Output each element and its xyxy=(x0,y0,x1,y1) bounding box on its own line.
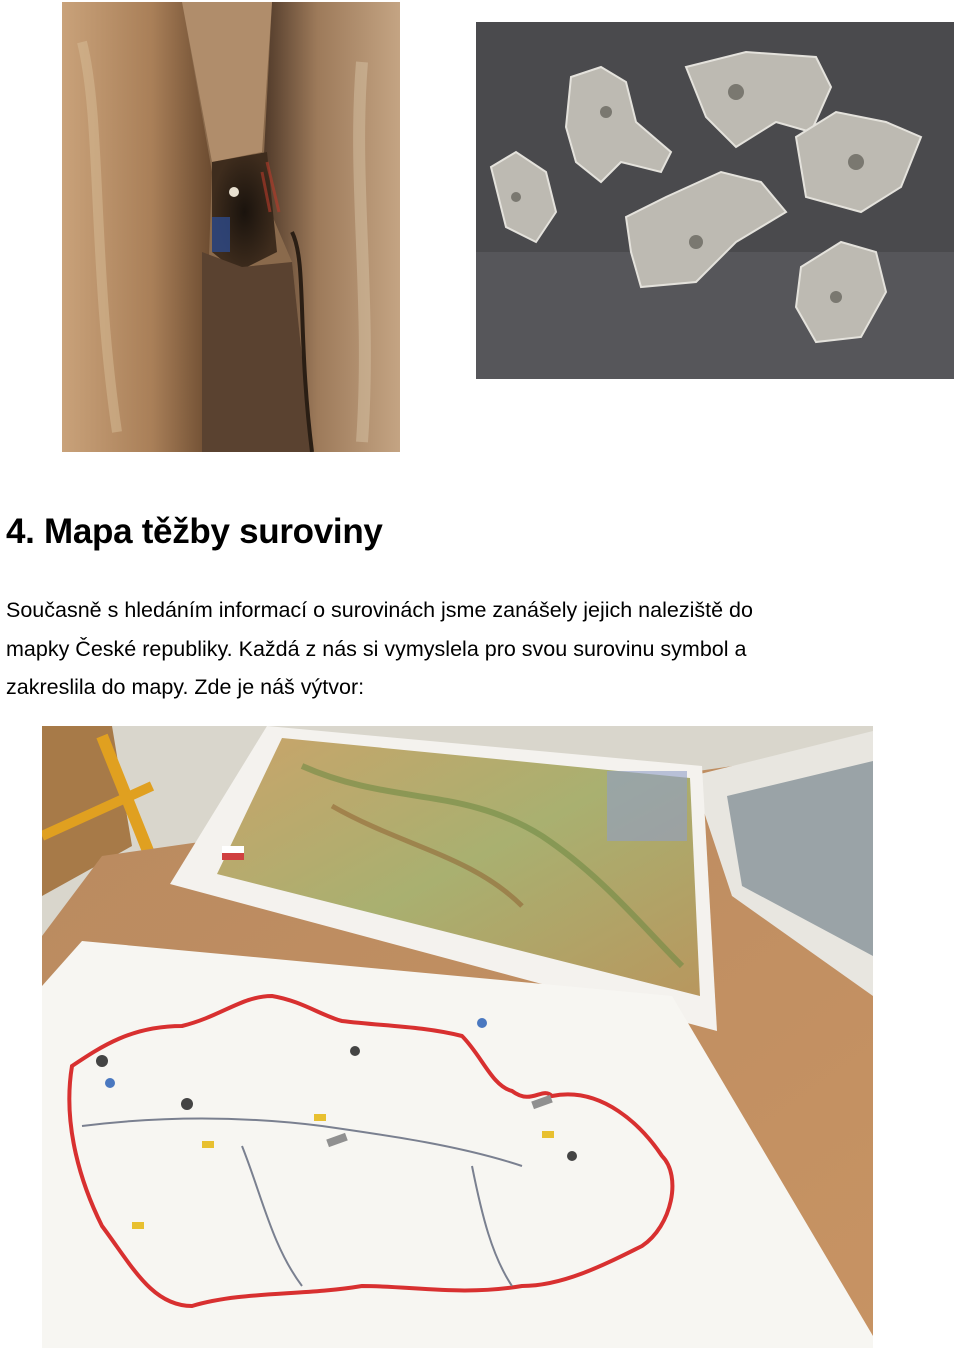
mine-tunnel-photo xyxy=(62,2,400,452)
mine-tunnel-illustration xyxy=(62,2,400,452)
paragraph-line-3: zakreslila do mapy. Zde je náš výtvor: xyxy=(6,675,365,699)
paragraph-line-2: mapky České republiky. Každá z nás si vymyslela pro svou surovinu symbol a xyxy=(6,636,747,661)
maps-on-table-illustration xyxy=(42,726,873,1348)
maps-on-table-photo xyxy=(42,726,873,1348)
section-heading: 4. Mapa těžby suroviny xyxy=(6,512,383,551)
silver-ore-illustration xyxy=(476,22,954,379)
silver-ore-photo xyxy=(476,22,954,379)
section-paragraph xyxy=(6,591,936,707)
paragraph-line-1: Současně s hledáním informací o surovinách jsme zanášely jejich naleziště do xyxy=(6,598,753,622)
